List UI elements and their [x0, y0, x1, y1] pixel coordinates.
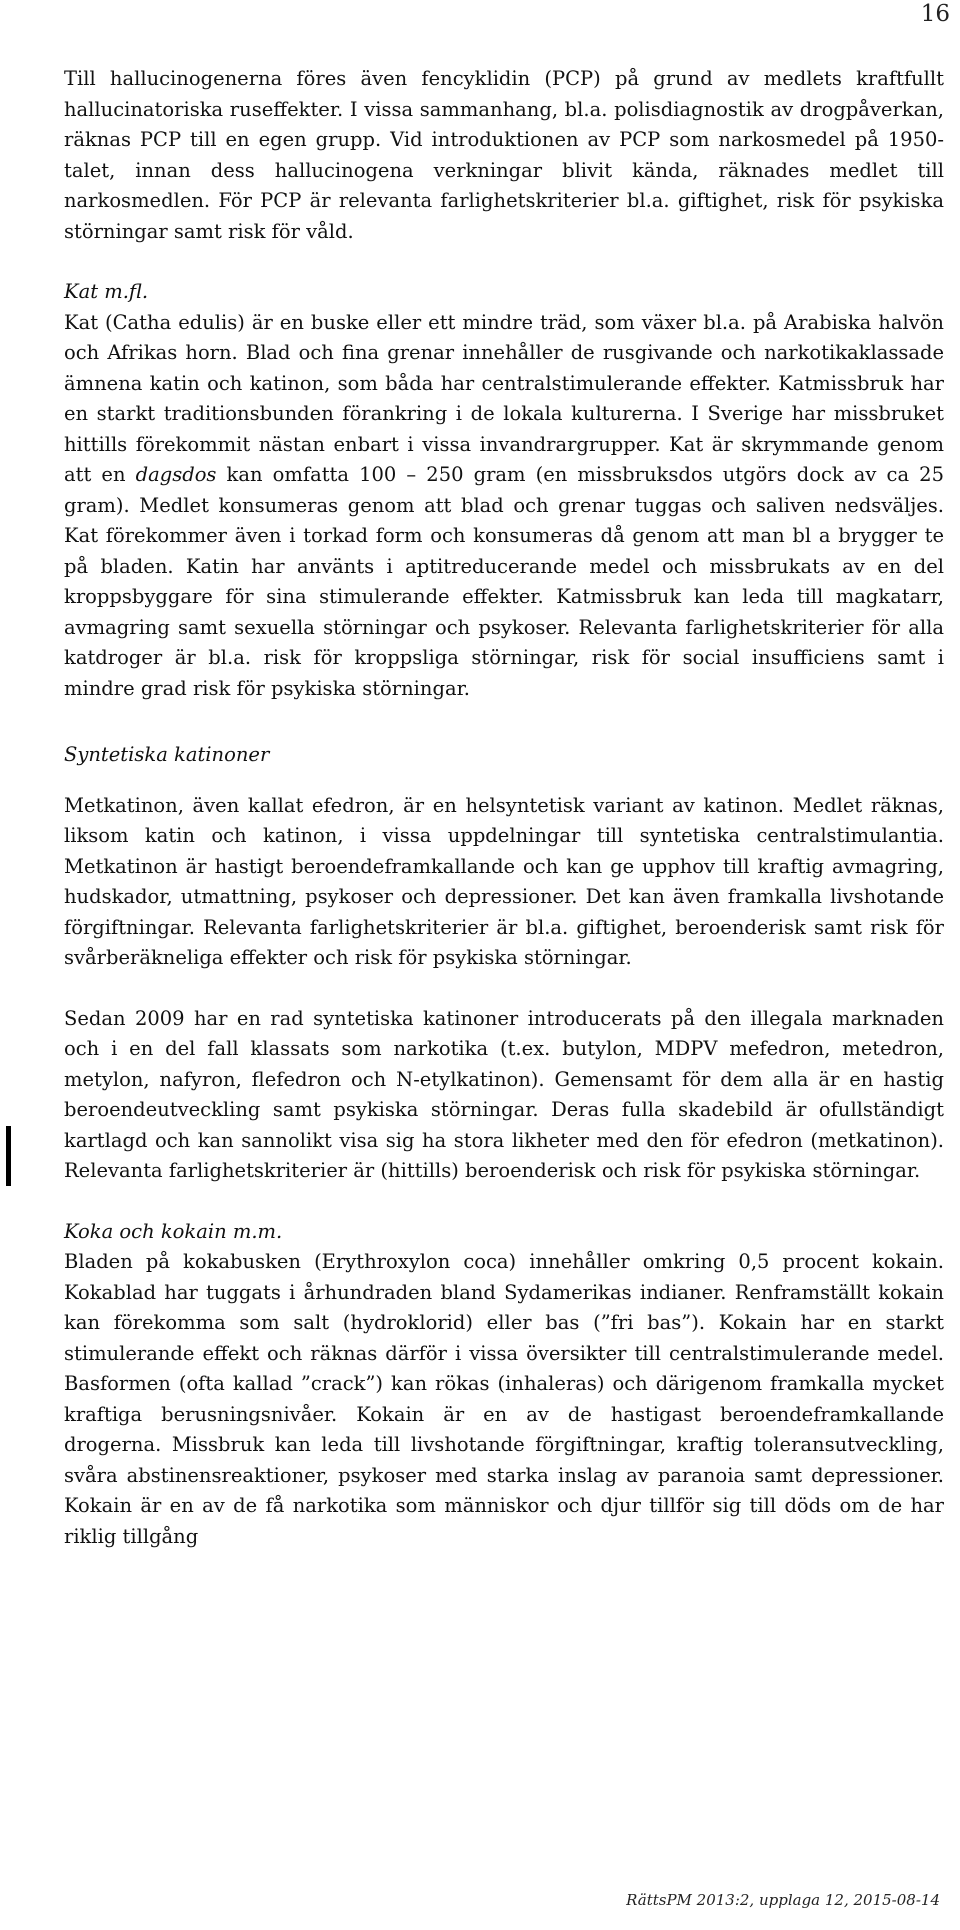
kat-paragraph: [64, 308, 944, 705]
spacer: [64, 1187, 944, 1217]
synthetic-cathinones-heading: Syntetiska katinoner: [64, 743, 270, 766]
spacer: [64, 704, 944, 740]
metcathinone-paragraph: Metkatinon, även kallat efedron, är en helsyntetisk variant av katinon. Medlet räknas, liksom katin och katinon, i vissa uppdelningar till syntetiska centralstimulantia. Metkatinon är hastigt beroendeframkallande och kan ge upphov till kraftig avmagring, hudskador, utmattning, psykoser och depressioner. Det kan även framkalla livshotande förgiftningar. Relevanta farlighetskriterier är bl.a. giftighet, beroenderisk samt risk för svårberäkneliga effekter och risk för psykiska störningar.: [64, 793, 944, 969]
page-number: 16: [920, 1, 950, 27]
coca-heading: Koka och kokain m.m.: [64, 1219, 283, 1243]
revision-change-bar: [6, 1126, 11, 1186]
spacer: [64, 247, 944, 277]
kat-heading: Kat m.fl.: [64, 280, 149, 303]
coca-paragraph: Bladen på kokabusken (Erythroxylon coca) innehåller omkring 0,5 procent kokain. Kokablad har tuggats i århundraden bland Sydamerikas indianer. Renframställt kokain kan förekomma som salt (hydroklorid) eller bas (”fri bas”). Kokain har en starkt stimulerande effekt och räknas därför i vissa översikter till centralstimulerande medel. Basformen (ofta kallad ”crack”) kan rökas (inhaleras) och därigenom framkalla mycket kraftiga berusningsnivåer. Kokain är en av de hastigast beroendeframkallande drogerna. Missbruk kan leda till livshotande förgiftningar, kraftig toleransutveckling, svåra abstinensreaktioner, psykoser med starka inslag av paranoia samt depressioner. Kokain är en av de få narkotika som människor och djur tillför sig till döds om de har riklig tillgång: [64, 1250, 944, 1548]
synthetic-cathinones-paragraph: Sedan 2009 har en rad syntetiska katinoner introducerats på den illegala marknaden och i en del fall klassats som narkotika (t.ex. butylon, MDPV mefedron, metedron, metylon, nafyron, flefedron och N-etylkatinon). Gemensamt för dem alla är en hastig beroendeutveckling samt psykiska störningar. Deras fulla skadebild är ofullständigt kartlagd och kan sannolikt visa sig ha stora likheter med den för efedron (metkatinon). Relevanta farlighetskriterier är (hittills) beroenderisk och risk för psykiska störningar.: [64, 1006, 944, 1182]
kat-text-part2: kan omfatta 100 – 250 gram (en missbruksdos utgörs dock av ca 25 gram). Medlet konsumeras genom att blad och grenar tuggas och saliven nedsväljes. Kat förekommer även i torkad form och konsumeras då genom att man bl a brygger te på bladen. Katin har använts i aptitreducerande medel och missbrukats av en del kroppsbyggare för sina stimulerande effekter. Katmissbruk kan leda till magkatarr, avmagring samt sexuella störningar och psykoser. Relevanta farlighetskriterier för alla katdroger är bl.a. risk för kroppsliga störningar, risk för social insufficiens samt i mindre grad risk för psykiska störningar.: [64, 463, 944, 700]
spacer: [64, 771, 944, 791]
pcp-paragraph: Till hallucinogenerna föres även fencyklidin (PCP) på grund av medlets kraftfullt hallucinatoriska ruseffekter. I vissa sammanhang, bl.a. polisdiagnostik av drogpåverkan, räknas PCP till en egen grupp. Vid introduktionen av PCP som narkosmedel på 1950-talet, innan dess hallucinogena verkningar blivit kända, räknades medlet till narkosmedlen. För PCP är relevanta farlighetskriterier bl.a. giftighet, risk för psykiska störningar samt risk för våld.: [64, 67, 944, 243]
spacer: [64, 974, 944, 1004]
kat-text-italic: dagsdos: [135, 463, 217, 486]
kat-text-part1: Kat (Catha edulis) är en buske eller ett mindre träd, som växer bl.a. på Arabiska halvön och Afrikas horn. Blad och fina grenar innehåller de rusgivande och narkotikaklassade ämnena katin och katinon, som båda har centralstimulerande effekter. Katmissbruk har en starkt traditionsbunden förankring i de lokala kulturerna. I Sverige har missbruket hittills förekommit nästan enbart i vissa invandrargrupper. Kat är skrymmande genom att en: [64, 310, 944, 486]
page-footer: RättsPM 2013:2, upplaga 12, 2015-08-14: [626, 1891, 940, 1909]
document-body: [64, 64, 944, 1552]
